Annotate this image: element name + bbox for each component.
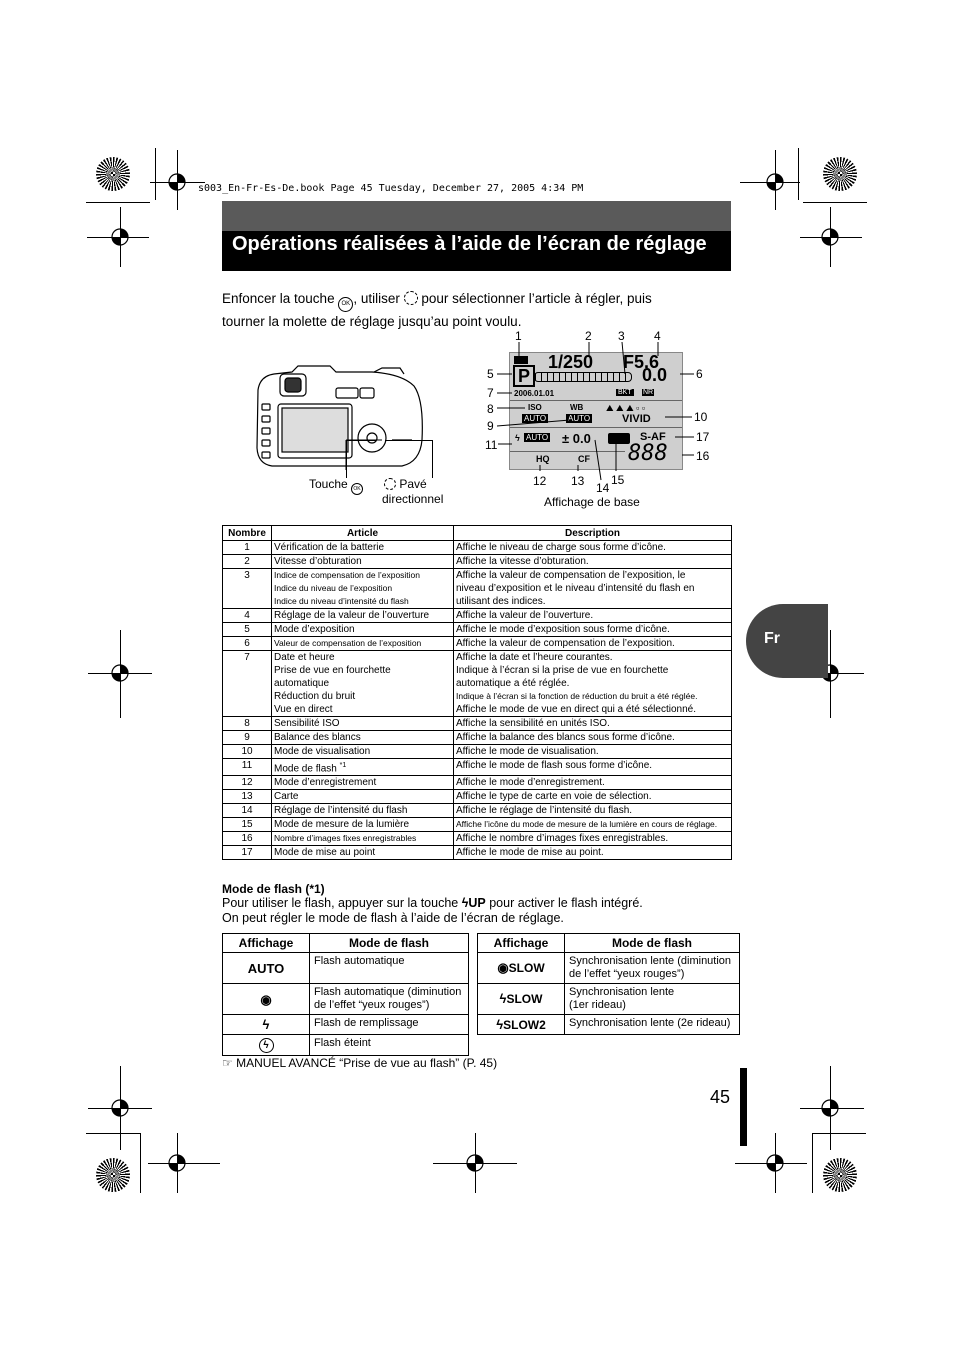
cell-a: Mode de visualisation: [272, 745, 454, 759]
flash-col-affichage: Affichage: [223, 934, 310, 953]
cell-a: Nombre d’images fixes enregistrables: [272, 832, 454, 846]
callout-15: 15: [611, 473, 625, 487]
flash-mode-cell: [565, 953, 740, 984]
callout-4: 4: [654, 329, 661, 343]
cell-d: Affiche la balance des blancs sous forme d’icône.: [454, 731, 732, 745]
callout-9: 9: [487, 419, 494, 433]
table-row: [223, 1015, 740, 1035]
language-tab: [746, 604, 828, 678]
callout-3: 3: [618, 329, 625, 343]
cell-d-line: Affiche la valeur de compensation de l’exposition, le: [456, 570, 686, 581]
flash-display-slow2: [478, 1015, 565, 1035]
flash-mode-line: Flash automatique (diminution: [314, 986, 462, 998]
cell-n: 1: [223, 541, 272, 555]
table-gap: [469, 1015, 478, 1035]
cell-n: 13: [223, 790, 272, 804]
lcd-wb-val: AUTO: [568, 414, 591, 423]
cell-a: Carte: [272, 790, 454, 804]
flash-mode-cell: [310, 984, 469, 1015]
table-gap: [469, 984, 478, 1015]
pointing-hand-icon: ☞: [222, 1056, 233, 1070]
cell-a: Vérification de la batterie: [272, 541, 454, 555]
cell-a: [272, 759, 454, 776]
cell-d-line: Indique à l’écran si la prise de vue en fourchette: [456, 665, 669, 676]
table-row: [223, 776, 732, 790]
callout-10: 10: [694, 410, 708, 424]
callout-7: 7: [487, 386, 494, 400]
cell-n: 5: [223, 623, 272, 637]
flash-icon: ϟ: [499, 991, 507, 1006]
cell-n: 14: [223, 804, 272, 818]
camera-label-directionnel: directionnel: [382, 492, 444, 506]
label-touche: Touche: [309, 477, 348, 491]
cell-a: Réglage de la valeur de l’ouverture: [272, 609, 454, 623]
cell-n: 16: [223, 832, 272, 846]
intro-line2: tourner la molette de réglage jusqu’au point voulu.: [222, 314, 522, 329]
lcd-saf: S-AF: [640, 431, 666, 443]
flash-mode-line: (1er rideau): [569, 999, 626, 1011]
lcd-iso-val: AUTO: [524, 414, 547, 423]
page-number: 45: [710, 1087, 731, 1107]
cell-a: Mode d’exposition: [272, 623, 454, 637]
cell-n: 8: [223, 717, 272, 731]
cell-d-line: Affiche la date et l’heure courantes.: [456, 652, 613, 663]
flash-display-fill: [223, 1015, 310, 1035]
cell-d: Affiche la valeur de l’ouverture.: [454, 609, 732, 623]
cell-n: 12: [223, 776, 272, 790]
lcd-count: 888: [628, 441, 668, 466]
cell-d: [454, 651, 732, 717]
picture-mode-icons: ⛰ ⛰ ⛰ ▫ ▫: [606, 403, 646, 413]
col-header-article: Article: [272, 526, 454, 541]
cell-a: Valeur de compensation de l’exposition: [272, 637, 454, 651]
cell-a-line: Indice du niveau de l’exposition: [274, 583, 393, 593]
cell-a: Mode de mesure de la lumière: [272, 818, 454, 832]
flash-section-text: [222, 896, 742, 926]
cell-d: Affiche l’icône du mode de mesure de la lumière en cours de réglage.: [454, 818, 732, 832]
table-row: [223, 984, 740, 1015]
lcd-hq: HQ: [536, 454, 550, 464]
lcd-flash-comp: ± 0.0: [562, 431, 591, 446]
cell-d-line: niveau d’exposition et le niveau d’intensité du flash en: [456, 583, 695, 594]
flash-mode-line: Synchronisation lente (diminution: [569, 955, 732, 967]
table-row: [223, 804, 732, 818]
flash-mode-cell: [565, 1015, 740, 1035]
flash-display-label: SLOW2: [503, 1017, 546, 1032]
table-row: [223, 1035, 740, 1056]
cell-n: 2: [223, 555, 272, 569]
cell-n: 4: [223, 609, 272, 623]
cell-a: Réglage de l’intensité du flash: [272, 804, 454, 818]
cell-n: 15: [223, 818, 272, 832]
flash-mode-line: Flash éteint: [314, 1037, 371, 1049]
table-row: [223, 541, 732, 555]
cell-d: Affiche le mode de mise au point.: [454, 846, 732, 860]
lcd-iso: ISO: [528, 403, 542, 412]
flash-line1c: pour activer le flash intégré.: [489, 896, 643, 910]
table-row: [223, 759, 732, 776]
flash-display-label: SLOW: [506, 992, 543, 1006]
page-bar: [740, 1068, 747, 1146]
cell-n: 3: [223, 569, 272, 609]
callout-14: 14: [596, 481, 610, 495]
cell-n: 7: [223, 651, 272, 717]
cell-a: Vitesse d’obturation: [272, 555, 454, 569]
flash-mode-line: Synchronisation lente (2e rideau): [569, 1017, 731, 1029]
flash-off-icon: ϟ: [259, 1038, 274, 1053]
diagram-caption: Affichage de base: [544, 495, 640, 509]
flash-display-auto: AUTO: [223, 953, 310, 984]
cell-a-text: Mode de flash: [274, 763, 337, 775]
callout-2: 2: [585, 329, 592, 343]
lcd-cf: CF: [578, 454, 590, 464]
label-pave: Pavé: [399, 477, 427, 491]
table-row: [223, 846, 732, 860]
lcd-wb: WB: [570, 403, 584, 412]
callout-11: 11: [485, 438, 498, 452]
cell-d: Affiche le mode d’enregistrement.: [454, 776, 732, 790]
eye-icon: ◉: [497, 960, 509, 975]
cell-d: Affiche le réglage de l’intensité du flash.: [454, 804, 732, 818]
table-row: [223, 818, 732, 832]
reference-link: [222, 1056, 497, 1070]
cell-a: [272, 651, 454, 717]
table-row: [223, 623, 732, 637]
callout-5: 5: [487, 367, 494, 381]
lcd-shutter: 1/250: [548, 352, 594, 372]
ok-button-icon: OK: [351, 483, 363, 495]
cell-d: [454, 569, 732, 609]
cell-a-line: Date et heure: [274, 652, 335, 663]
flash-mode-table: [222, 933, 740, 1056]
table-gap: [469, 953, 478, 984]
cell-a: Mode de mise au point: [272, 846, 454, 860]
table-row: [223, 555, 732, 569]
empty-cell: [565, 1035, 740, 1056]
flash-icon: ϟ: [515, 433, 520, 443]
flash-mode-line: de l’effet “yeux rouges”): [314, 999, 430, 1011]
cell-d: Affiche le type de carte en voie de sélection.: [454, 790, 732, 804]
flash-col-mode: Mode de flash: [310, 934, 469, 953]
lcd-mode: P: [513, 365, 535, 387]
cell-d-line: utilisant des indices.: [456, 596, 546, 607]
table-gap: [469, 934, 478, 953]
cell-d: Affiche le nombre d’images fixes enregistrables.: [454, 832, 732, 846]
cell-a-line: Indice du niveau d’intensité du flash: [274, 596, 409, 606]
lcd-callout-lines: [0, 0, 954, 600]
page-title: Opérations réalisées à l’aide de l’écran de réglage: [232, 233, 707, 255]
table-row: [223, 832, 732, 846]
flash-section-title: Mode de flash (*1): [222, 882, 325, 896]
cell-a: Mode d’enregistrement: [272, 776, 454, 790]
lcd-nr: NR: [643, 389, 654, 396]
table-row: [223, 609, 732, 623]
table-row: [223, 637, 732, 651]
flash-display-redeye-slow: [478, 953, 565, 984]
cell-n: 9: [223, 731, 272, 745]
cell-a: [272, 569, 454, 609]
reference-text: MANUEL AVANCÉ “Prise de vue au flash” (P. 45): [236, 1056, 498, 1070]
lcd-date: 2006.01.01: [514, 389, 555, 398]
cell-d: Affiche le niveau de charge sous forme d’icône.: [454, 541, 732, 555]
flash-mode-cell: [310, 1035, 469, 1056]
ok-button-icon: OK: [338, 297, 353, 312]
cell-a-line: Indice de compensation de l’exposition: [274, 570, 421, 580]
flash-line2: On peut régler le mode de flash à l’aide de l’écran de réglage.: [222, 911, 564, 925]
lcd-exposure: 0.0: [642, 365, 668, 385]
empty-cell: [478, 1035, 565, 1056]
flash-display-label: SLOW: [508, 961, 545, 975]
col-header-description: Description: [454, 526, 732, 541]
callout-13: 13: [571, 474, 585, 488]
lcd-vivid: VIVID: [622, 413, 651, 425]
cell-a: Balance des blancs: [272, 731, 454, 745]
callout-16: 16: [696, 449, 710, 463]
cell-n: 11: [223, 759, 272, 776]
flash-mode-cell: [310, 1015, 469, 1035]
cell-n: 10: [223, 745, 272, 759]
callout-6: 6: [696, 367, 703, 381]
table-row: [223, 745, 732, 759]
lcd-flash-auto: AUTO: [526, 433, 549, 442]
footnote-marker: *1: [339, 762, 347, 769]
flash-up-label: UP: [468, 896, 486, 910]
flash-mode-cell: [565, 984, 740, 1015]
flash-mode-cell: [310, 953, 469, 984]
cell-a-line: Vue en direct: [274, 704, 333, 715]
cell-d: Affiche le mode de visualisation.: [454, 745, 732, 759]
cell-d-line: Affiche le mode de vue en direct qui a été sélectionné.: [456, 704, 696, 715]
callout-12: 12: [533, 474, 547, 488]
lcd-bkt: BKT: [618, 389, 632, 396]
file-header: s003_En-Fr-Es-De.book Page 45 Tuesday, December 27, 2005 4:34 PM: [198, 183, 584, 194]
flash-mode-line: Flash de remplissage: [314, 1017, 419, 1029]
cell-n: 17: [223, 846, 272, 860]
callout-17: 17: [696, 430, 710, 444]
cell-d: Affiche le mode d’exposition sous forme d’icône.: [454, 623, 732, 637]
flash-icon: ϟ: [461, 896, 469, 910]
cell-d: Affiche la vitesse d’obturation.: [454, 555, 732, 569]
flash-display-redeye: [223, 984, 310, 1015]
table-row: [223, 731, 732, 745]
intro-part3: pour sélectionner l’article à régler, puis: [421, 291, 652, 306]
cell-n: 6: [223, 637, 272, 651]
flash-icon: ϟ: [496, 1016, 504, 1032]
flash-display-off: [223, 1035, 310, 1056]
cell-a: Sensibilité ISO: [272, 717, 454, 731]
table-row: [223, 651, 732, 717]
cell-d: Affiche la sensibilité en unités ISO.: [454, 717, 732, 731]
settings-table: [222, 525, 732, 860]
intro-part2: , utiliser: [353, 291, 400, 306]
table-row: [223, 717, 732, 731]
flash-mode-line: de l’effet “yeux rouges”): [569, 968, 685, 980]
flash-mode-line: Synchronisation lente: [569, 986, 675, 998]
flash-line1a: Pour utiliser le flash, appuyer sur la touche: [222, 896, 459, 910]
cell-d: Affiche le mode de flash sous forme d’icône.: [454, 759, 732, 776]
table-row: [223, 790, 732, 804]
flash-col-affichage-2: Affichage: [478, 934, 565, 953]
cell-d-line: Indique à l’écran si la fonction de réduction du bruit a été réglée.: [456, 691, 698, 701]
cell-a-line: automatique: [274, 678, 330, 689]
lcd-aperture: F5.6: [623, 352, 660, 372]
flash-icon: ϟ: [262, 1017, 270, 1032]
eye-icon: ◉: [260, 991, 272, 1007]
table-gap: [469, 1035, 478, 1056]
col-header-nombre: Nombre: [223, 526, 272, 541]
callout-1: 1: [515, 329, 522, 343]
flash-col-mode-2: Mode de flash: [565, 934, 740, 953]
cell-a-line: Prise de vue en fourchette: [274, 665, 391, 676]
flash-mode-line: Flash automatique: [314, 955, 405, 967]
callout-8: 8: [487, 402, 494, 416]
flash-display-slow: [478, 984, 565, 1015]
table-row: [223, 569, 732, 609]
cell-d: Affiche la valeur de compensation de l’exposition.: [454, 637, 732, 651]
table-row: [223, 953, 740, 984]
intro-part1: Enfoncer la touche: [222, 291, 335, 306]
cell-d-line: automatique a été réglée.: [456, 678, 570, 689]
cell-a-line: Réduction du bruit: [274, 691, 356, 702]
language-tab-label: Fr: [764, 630, 780, 647]
